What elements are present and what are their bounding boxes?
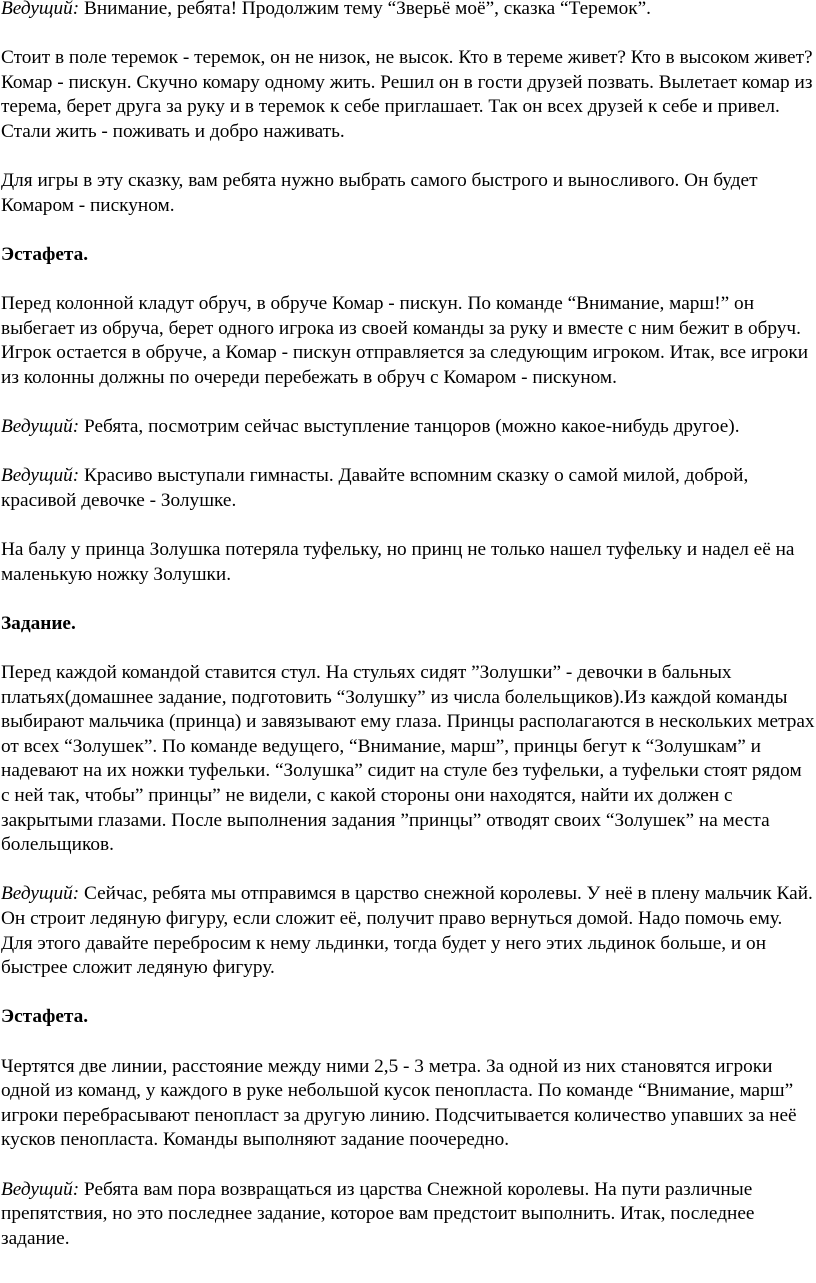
paragraph-gap bbox=[1, 22, 815, 47]
paragraph-gap bbox=[1, 981, 815, 1006]
speech-text: Внимание, ребята! Продолжим тему “Зверьё моё”, сказка “Теремок”. bbox=[79, 0, 651, 19]
speaker-label: Ведущий: bbox=[1, 416, 80, 438]
document-body bbox=[1, 0, 815, 1251]
paragraph-gap bbox=[1, 587, 815, 612]
speech-paragraph bbox=[1, 464, 815, 513]
paragraph-gap bbox=[1, 1153, 815, 1178]
paragraph-gap bbox=[1, 858, 815, 883]
paragraph-gap bbox=[1, 391, 815, 416]
speech-text: Сейчас, ребята мы отправимся в царство снежной королевы. У неё в плену мальчик Кай. Он строит ледяную фигуру, если сложит её, получит право вернуться домой. Надо помочь ему. Для этого давайте перебросим к нему льдинки, тогда будет у него этих льдинок больше, и он быстрее сложит ледяную фигуру. bbox=[1, 883, 813, 979]
speaker-label: Ведущий: bbox=[1, 465, 80, 487]
speaker-label: Ведущий: bbox=[1, 883, 80, 905]
speech-text: Ребята, посмотрим сейчас выступление танцоров (можно какое-нибудь другое). bbox=[79, 416, 740, 438]
section-heading: Эстафета. bbox=[1, 243, 89, 265]
section-heading: Задание. bbox=[1, 612, 76, 634]
speech-paragraph bbox=[1, 415, 815, 440]
text-paragraph: Чертятся две линии, расстояние между ними 2,5 - 3 метра. За одной из них становятся игроки одной из команд, у каждого в руке небольшой кусок пенопласта. По команде “Внимание, марш” игроки перебрасывают пенопласт за другую линию. Подсчитывается количество упавших за неё кусков пенопласта. Команды выполняют задание поочередно. bbox=[1, 1055, 797, 1151]
speech-text: Ребята вам пора возвращаться из царства Снежной королевы. На пути различные препятствия, но это последнее задание, которое вам предстоит выполнить. Итак, последнее задание. bbox=[1, 1178, 755, 1249]
text-paragraph: Перед колонной кладут обруч, в обруче Комар - пискун. По команде “Внимание, марш!” он выбегает из обруча, берет одного игрока из своей команды за руку и вместе с ним бежит в обруч. Игрок остается в обруче, а Комар - пискун отправляется за следующим игроком. Итак, все игроки из колонны должны по очереди перебежать в обруч с Комаром - пискуном. bbox=[1, 293, 809, 388]
paragraph-gap bbox=[1, 145, 815, 170]
section-heading: Эстафета. bbox=[1, 1006, 89, 1028]
paragraph-gap bbox=[1, 513, 815, 538]
text-paragraph: На балу у принца Золушка потеряла туфельку, но принц не только нашел туфельку и надел её на маленькую ножку Золушки. bbox=[1, 539, 795, 585]
paragraph-gap bbox=[1, 440, 815, 465]
speech-paragraph bbox=[1, 0, 815, 22]
speech-text: Красиво выступали гимнасты. Давайте вспомним сказку о самой милой, доброй, красивой девочке - Золушке. bbox=[1, 465, 749, 511]
speech-paragraph bbox=[1, 1178, 815, 1252]
text-paragraph: Перед каждой командой ставится стул. На стульях сидят ”Золушки” - девочки в бальных платьях(домашнее задание, подготовить “Золушку” из числа болельщиков).Из каждой команды выбирают мальчика (принца) и завязывают ему глаза. Принцы располагаются в нескольких метрах от всех “Золушек”. По команде ведущего, “Внимание, марш”, принцы бегут к “Золушкам” и надевают на их ножки туфельки. “Золушка” сидит на стуле без туфельки, а туфельки стоят рядом с ней так, чтобы” принцы” не видели, с какой стороны они находятся, найти их должен с закрытыми глазами. После выполнения задания ”принцы” отводят своих “Золушек” на места болельщиков. bbox=[1, 662, 815, 856]
paragraph-gap bbox=[1, 1030, 815, 1055]
speech-paragraph bbox=[1, 882, 815, 980]
speaker-label: Ведущий: bbox=[1, 1178, 80, 1200]
paragraph-gap bbox=[1, 636, 815, 661]
paragraph-gap bbox=[1, 218, 815, 243]
paragraph-gap bbox=[1, 268, 815, 293]
text-paragraph: Для игры в эту сказку, вам ребята нужно выбрать самого быстрого и выносливого. Он будет Комаром - пискуном. bbox=[1, 170, 758, 216]
text-paragraph: Стоит в поле теремок - теремок, он не низок, не высок. Кто в тереме живет? Кто в высоком живет? Комар - пискун. Скучно комару одному жить. Решил он в гости друзей позвать. Вылетает комар из терема, берет друга за руку и в теремок к себе приглашает. Так он всех друзей к себе и привел. Стали жить - поживать и добро наживать. bbox=[1, 47, 813, 142]
speaker-label: Ведущий: bbox=[1, 0, 80, 19]
